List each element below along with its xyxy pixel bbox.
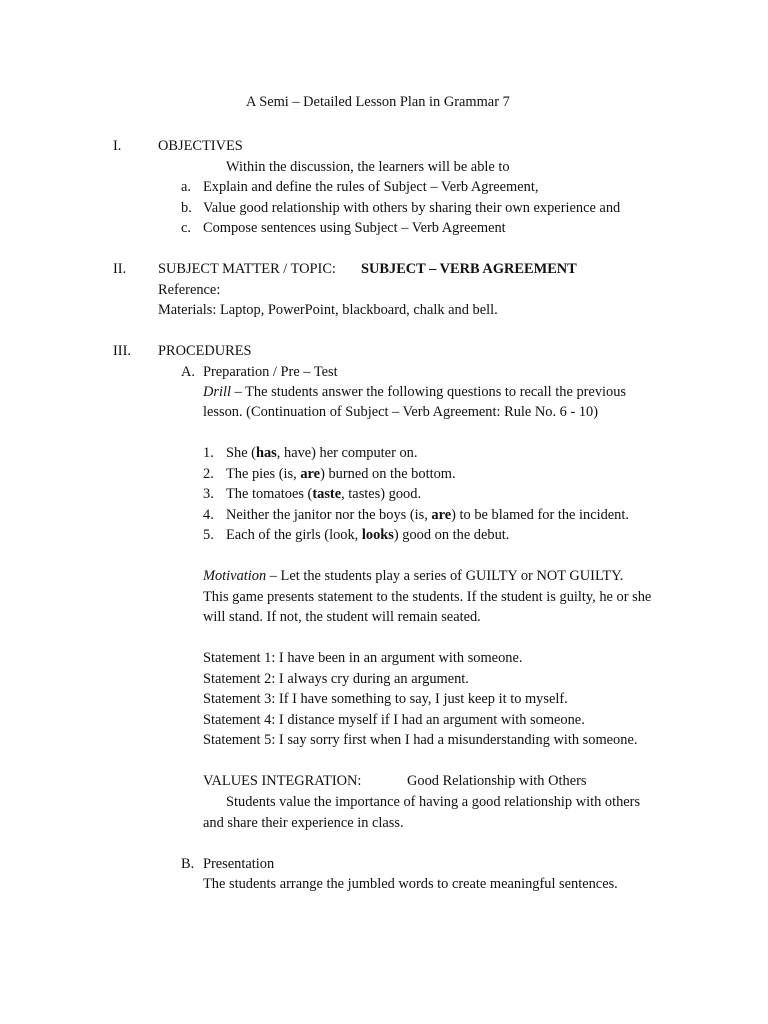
part-letter: B. (181, 856, 195, 872)
values-integration-text-continuation: and share their experience in class. (203, 815, 404, 831)
statement-line: Statement 2: I always cry during an argument. (203, 671, 469, 687)
part-title-preparation: Preparation / Pre – Test (203, 364, 338, 380)
motivation-label: Motivation (203, 568, 267, 584)
subject-matter-label: SUBJECT MATTER / TOPIC: (158, 261, 336, 277)
objective-letter: a. (181, 179, 191, 195)
section-numeral-procedures: III. (113, 343, 131, 359)
statement-line: Statement 4: I distance myself if I had an argument with someone. (203, 712, 585, 728)
section-heading-procedures: PROCEDURES (158, 343, 252, 359)
motivation-text: – Let the students play a series of GUILTY or NOT GUILTY. (266, 568, 624, 584)
drill-item-number: 1. (203, 445, 214, 461)
drill-label: Drill (203, 384, 231, 400)
drill-item-number: 2. (203, 466, 214, 482)
motivation-text-continuation: will stand. If not, the student will remain seated. (203, 609, 481, 625)
part-title-presentation: Presentation (203, 856, 275, 872)
section-numeral-objectives: I. (113, 138, 122, 154)
statement-line: Statement 5: I say sorry first when I had a misunderstanding with someone. (203, 732, 638, 748)
drill-item: Neither the janitor nor the boys (is, are) to be blamed for the incident. (226, 507, 629, 523)
values-integration-label: VALUES INTEGRATION: (203, 773, 362, 789)
section-heading-objectives: OBJECTIVES (158, 138, 243, 154)
presentation-text: The students arrange the jumbled words to create meaningful sentences. (203, 876, 618, 892)
part-letter: A. (181, 364, 195, 380)
objective-text: Value good relationship with others by sharing their own experience and (203, 200, 621, 216)
drill-item: She (has, have) her computer on. (226, 445, 418, 461)
reference-line: Reference: (158, 282, 221, 298)
drill-item: The pies (is, are) burned on the bottom. (226, 466, 456, 482)
document-title: A Semi – Detailed Lesson Plan in Grammar 7 (246, 94, 510, 110)
drill-item-number: 3. (203, 486, 214, 502)
motivation-paragraph-line (203, 566, 623, 586)
drill-item-number: 4. (203, 507, 214, 523)
subject-matter-topic: SUBJECT – VERB AGREEMENT (361, 261, 577, 277)
objective-letter: b. (181, 200, 192, 216)
objectives-intro: Within the discussion, the learners will be able to (226, 159, 510, 175)
values-integration-text: Students value the importance of having a good relationship with others (226, 794, 641, 810)
objective-text: Compose sentences using Subject – Verb Agreement (203, 220, 506, 236)
section-numeral-subject-matter: II. (113, 261, 127, 277)
drill-item-number: 5. (203, 527, 214, 543)
statement-line: Statement 1: I have been in an argument with someone. (203, 650, 523, 666)
values-integration-value: Good Relationship with Others (407, 773, 587, 789)
motivation-text-continuation: This game presents statement to the students. If the student is guilty, he or she (203, 589, 652, 605)
drill-text: – The students answer the following questions to recall the previous (231, 384, 626, 400)
objective-text: Explain and define the rules of Subject – Verb Agreement, (203, 179, 539, 195)
drill-text-continuation: lesson. (Continuation of Subject – Verb Agreement: Rule No. 6 - 10) (203, 404, 599, 420)
statement-line: Statement 3: If I have something to say, I just keep it to myself. (203, 691, 568, 707)
materials-line: Materials: Laptop, PowerPoint, blackboard, chalk and bell. (158, 302, 498, 318)
objective-letter: c. (181, 220, 191, 236)
drill-item: Each of the girls (look, looks) good on the debut. (226, 527, 510, 543)
drill-paragraph-line (203, 382, 626, 402)
drill-item: The tomatoes (taste, tastes) good. (226, 486, 422, 502)
